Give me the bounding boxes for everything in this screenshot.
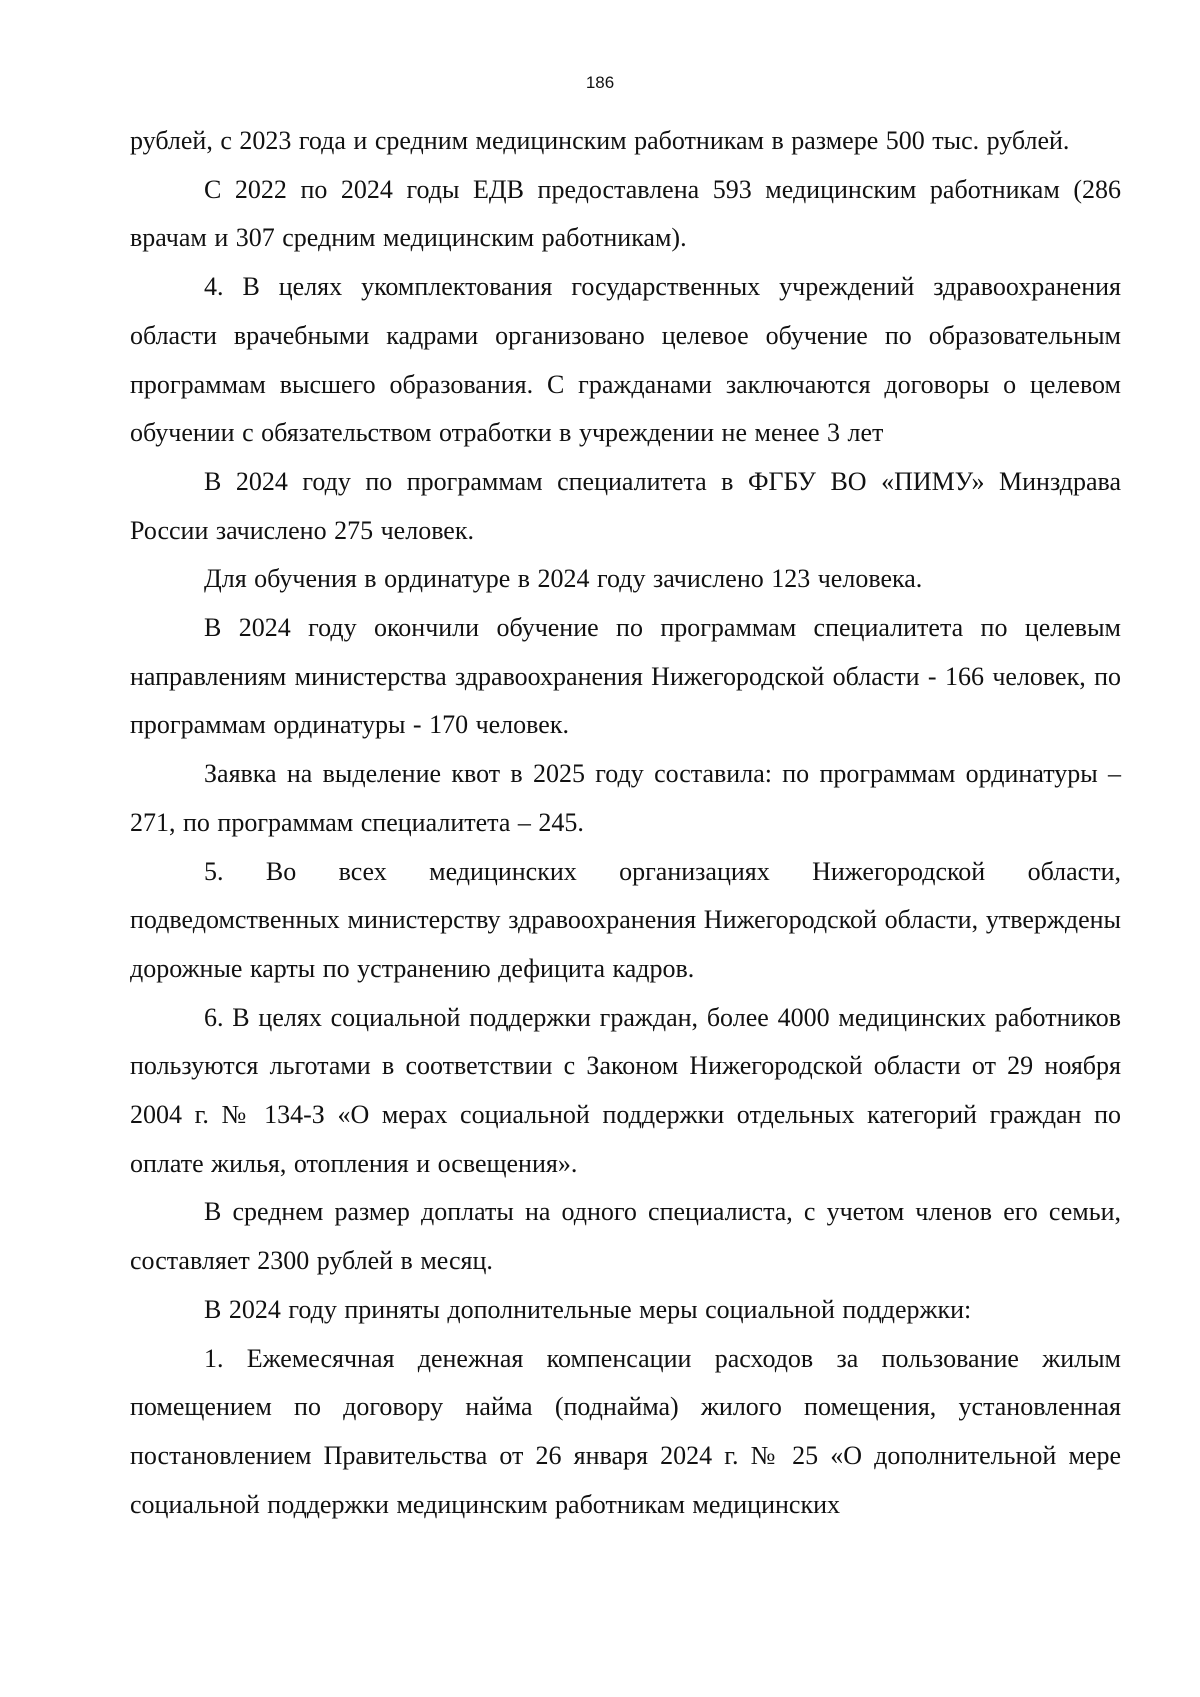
- paragraph-8: 5. Во всех медицинских организациях Нижегородской области, подведомственных министерству здравоохранения Нижегородской области, утверждены дорожные карты по устранению дефицита кадров.: [130, 856, 1121, 983]
- paragraph-6: В 2024 году окончили обучение по программам специалитета по целевым направлениям министерства здравоохранения Нижегородской области - 166 человек, по программам ординатуры - 170 человек.: [130, 613, 1121, 740]
- paragraph-12: 1. Ежемесячная денежная компенсации расходов за пользование жилым помещением по договору найма (поднайма) жилого помещения, установленная постановлением Правительства от 26 января 2024 г. № 25 «О дополнительной мере социальной поддержки медицинским работникам медицинских: [130, 1343, 1121, 1519]
- paragraph-5: Для обучения в ординатуре в 2024 году зачислено 123 человека.: [204, 564, 923, 594]
- paragraph-11: В 2024 году приняты дополнительные меры социальной поддержки:: [204, 1294, 972, 1324]
- paragraph-10: В среднем размер доплаты на одного специалиста, с учетом членов его семьи, составляет 2300 рублей в месяц.: [130, 1197, 1121, 1276]
- document-body: [130, 117, 1121, 1529]
- paragraph-4: В 2024 году по программам специалитета в ФГБУ ВО «ПИМУ» Минздрава России зачислено 275 человек.: [130, 466, 1121, 545]
- paragraph-9: 6. В целях социальной поддержки граждан, более 4000 медицинских работников пользуются льготами в соответствии с Законом Нижегородской области от 29 ноября 2004 г. № 134-З «О мерах социальной поддержки отдельных категорий граждан по оплате жилья, отопления и освещения».: [130, 1002, 1121, 1178]
- paragraph-2: С 2022 по 2024 годы ЕДВ предоставлена 593 медицинским работникам (286 врачам и 307 средним медицинским работникам).: [130, 174, 1121, 253]
- paragraph-3: 4. В целях укомплектования государственных учреждений здравоохранения области врачебными кадрами организовано целевое обучение по образовательным программам высшего образования. С гражданами заключаются договоры о целевом обучении с обязательством отработки в учреждении не менее 3 лет: [130, 272, 1121, 448]
- paragraph-7: Заявка на выделение квот в 2025 году составила: по программам ординатуры – 271, по программам специалитета – 245.: [130, 759, 1121, 837]
- page-number: 186: [585, 73, 615, 92]
- paragraph-1: рублей, с 2023 года и средним медицинским работникам в размере 500 тыс. рублей.: [130, 126, 1070, 155]
